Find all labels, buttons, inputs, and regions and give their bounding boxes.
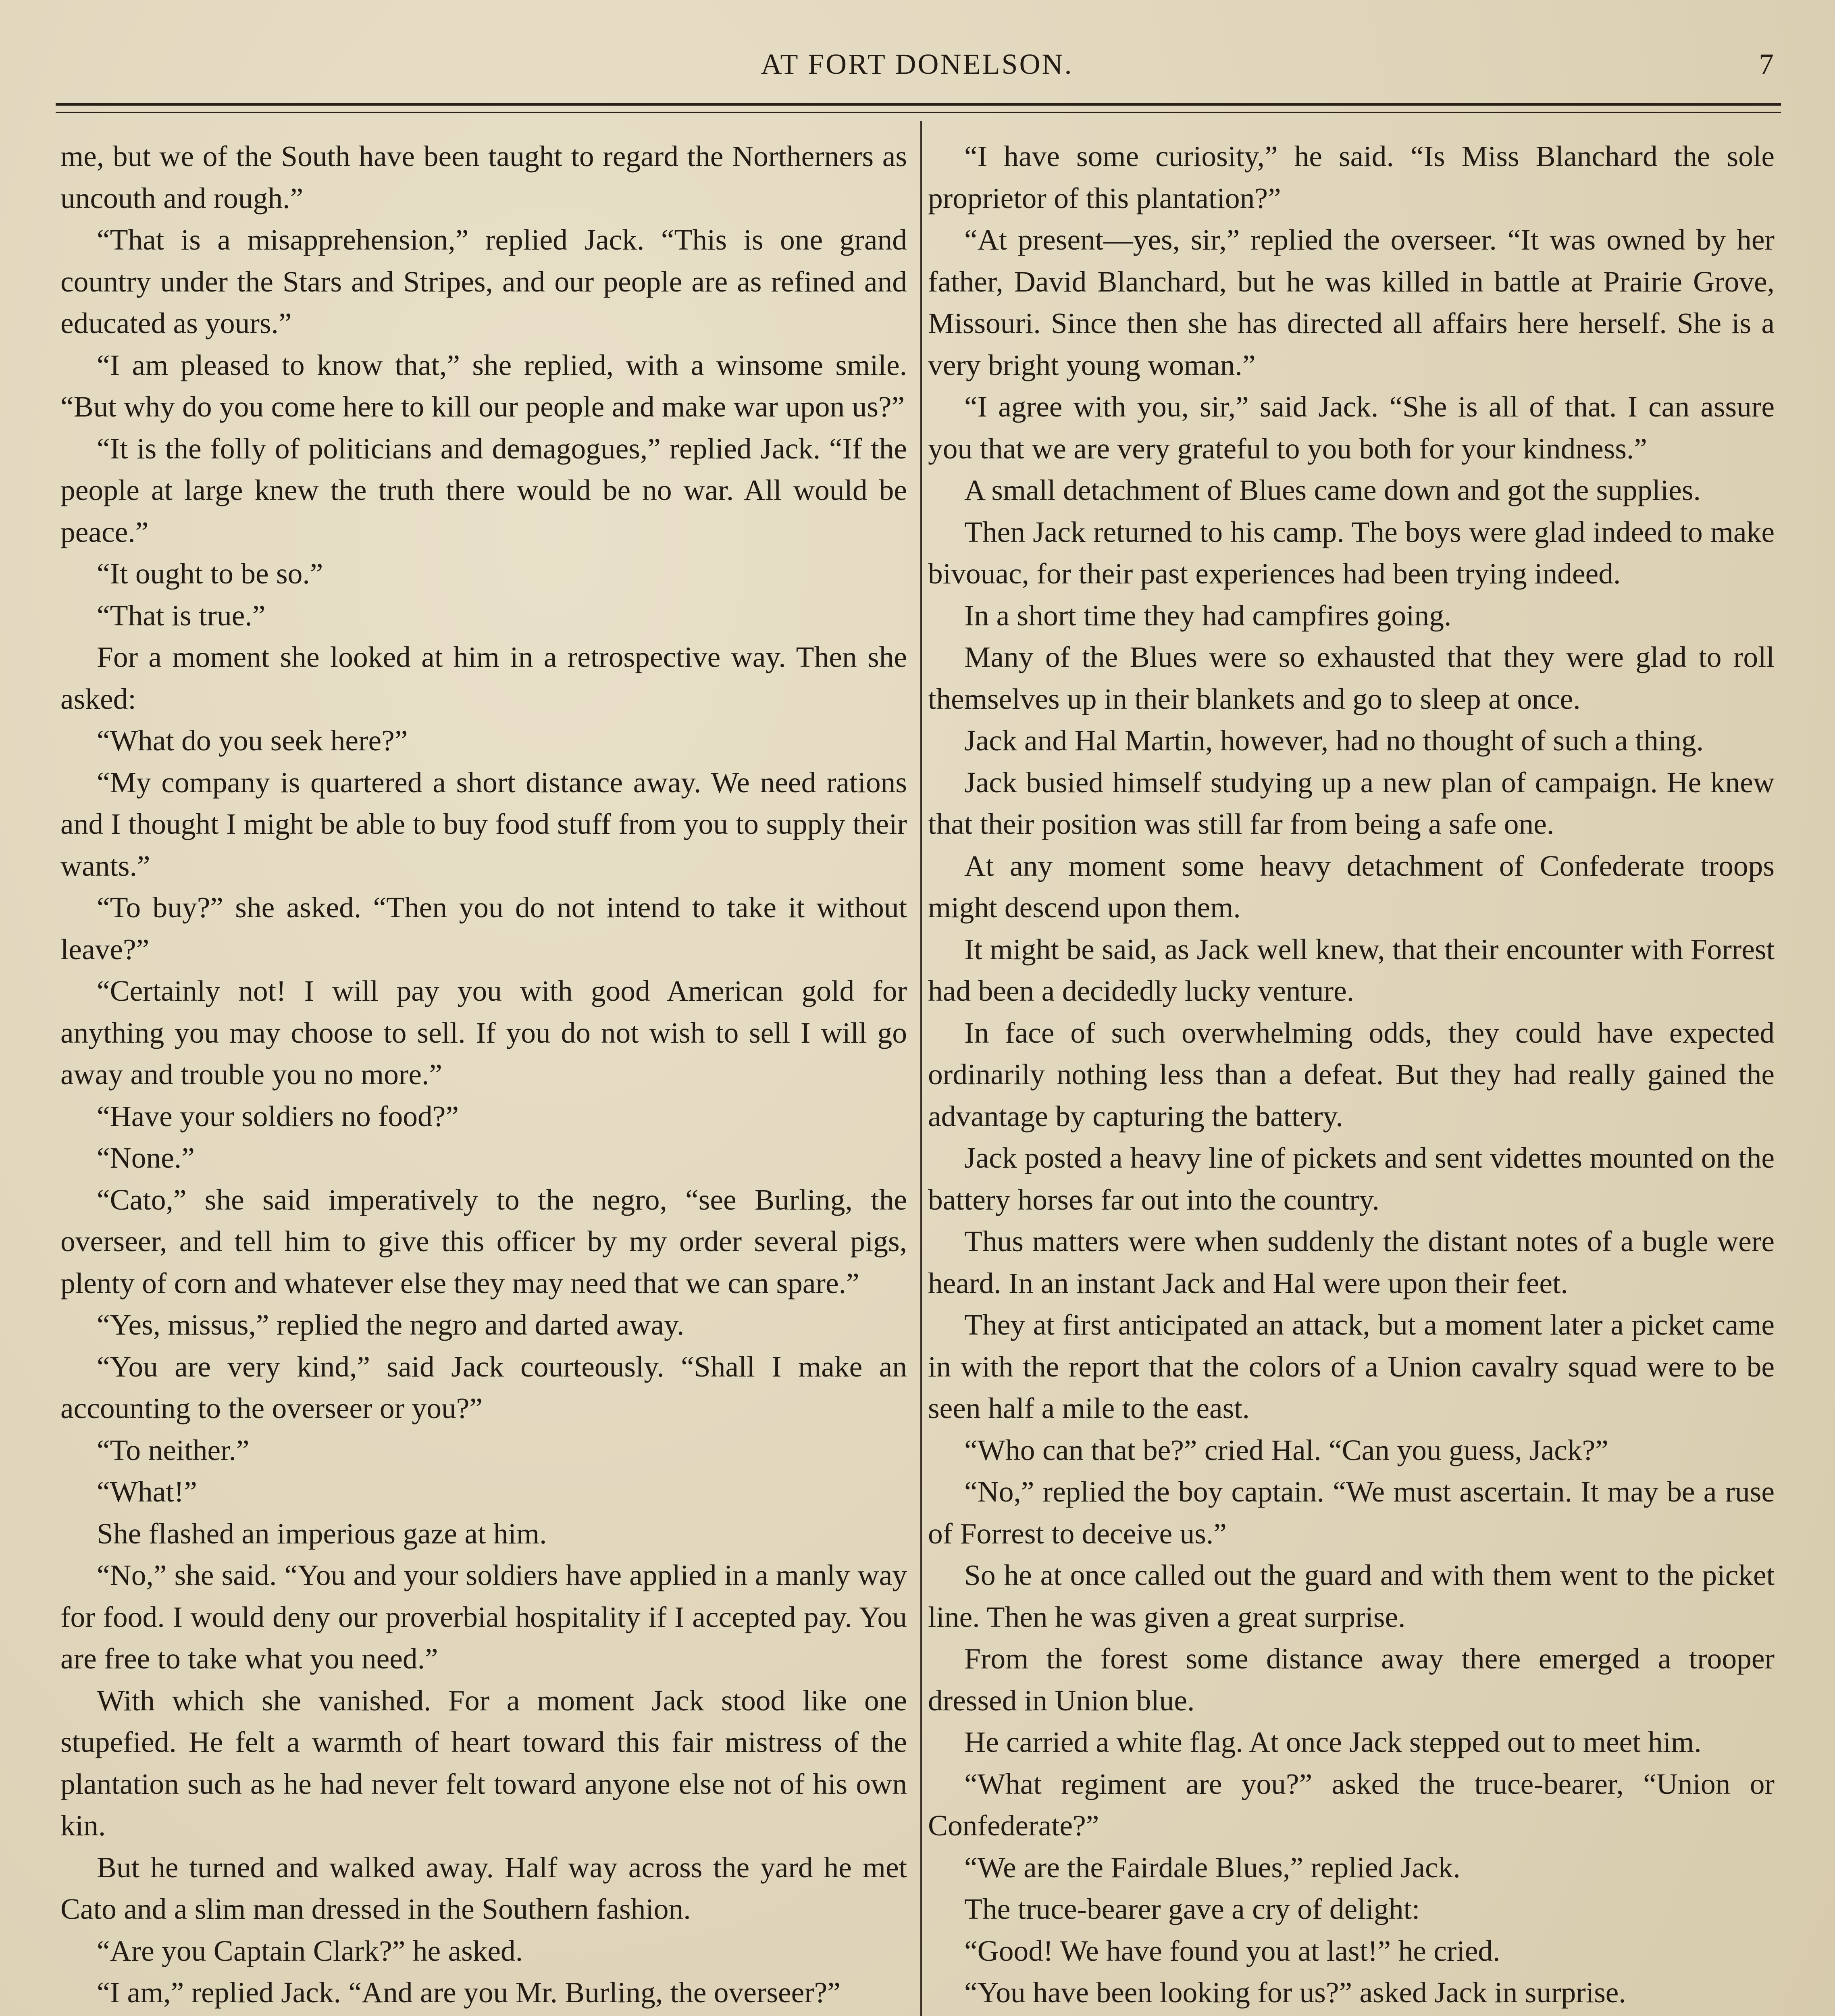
paragraph: He carried a white flag. At once Jack stepped out to meet him. [964,1726,1702,1758]
running-head [60,48,1774,92]
paragraph: “I am,” replied Jack. “And are you Mr. Burling, the overseer?” [97,1976,841,2009]
right-text-column [928,135,1775,2016]
paragraph: “At present—yes, sir,” replied the overseer. “It was owned by her father, David Blanchard, but he was killed in battle at Prairie Grove, Missouri. Since then she has directed all affairs here herself. She is a very bright young woman.” [928,223,1775,381]
left-text-column [60,135,907,2016]
paragraph: “Cato,” she said imperatively to the negro, “see Burling, the overseer, and tell him to give this officer by my order several pigs, plenty of corn and whatever else they may need that we can spare.” [60,1183,907,1300]
paragraph: Jack busied himself studying up a new plan of campaign. He knew that their position was still far from being a safe one. [928,766,1775,840]
header-rule-thin [56,112,1781,113]
paragraph: me, but we of the South have been taught to regard the Northerners as uncouth and rough.” [60,140,907,215]
paragraph: “You have been looking for us?” asked Jack in surprise. [964,1976,1626,2009]
paragraph: With which she vanished. For a moment Jack stood like one stupefied. He felt a warmth of heart toward this fair mistress of the plantation such as he had never felt toward anyone else not of his own kin. [60,1684,907,1842]
paragraph: So he at once called out the guard and with them went to the picket line. Then he was given a great surprise. [928,1559,1775,1633]
paragraph: In face of such overwhelming odds, they could have expected ordinarily nothing less than a defeat. But they had really gained the advantage by capturing the battery. [928,1016,1775,1133]
paragraph: In a short time they had campfires going. [964,599,1452,632]
paragraph: The truce-bearer gave a cry of delight: [964,1893,1420,1925]
paragraph [928,2014,1775,2016]
paragraph: But he turned and walked away. Half way across the yard he met Cato and a slim man dressed in the Southern fashion. [60,1851,907,1925]
paragraph: She flashed an imperious gaze at him. [97,1517,547,1550]
paragraph: They at first anticipated an attack, but a moment later a picket came in with the report that the colors of a Union cavalry squad were to be seen half a mile to the east. [928,1308,1775,1425]
paragraph: Thus matters were when suddenly the distant notes of a bugle were heard. In an instant Jack and Hal were upon their feet. [928,1225,1775,1300]
paragraph: “It is the folly of politicians and demagogues,” replied Jack. “If the people at large knew the truth there would be no war. All would be peace.” [60,432,907,548]
paragraph: “What!” [97,1475,197,1508]
paragraph: “Are you Captain Clark?” he asked. [97,1934,523,1967]
paragraph: For a moment she looked at him in a retrospective way. Then she asked: [60,641,907,715]
paragraph: Many of the Blues were so exhausted that they were glad to roll themselves up in their blankets and go to sleep at once. [928,641,1775,715]
paragraph: “That is true.” [97,599,266,632]
paragraph: “What do you seek here?” [97,724,408,757]
paragraph: Jack and Hal Martin, however, had no thought of such a thing. [964,724,1704,757]
page-number: 7 [1759,48,1774,81]
paragraph: A small detachment of Blues came down and got the supplies. [964,474,1701,506]
paragraph: “That is a misapprehension,” replied Jack. “This is one grand country under the Stars and Stripes, and our people are as refined and educated as yours.” [60,223,907,339]
paragraph: “My company is quartered a short distance away. We need rations and I thought I might be able to buy food stuff from you to supply their wants.” [60,766,907,882]
paragraph: “Yes, missus,” replied the negro and darted away. [97,1308,684,1341]
paragraph: At any moment some heavy detachment of Confederate troops might descend upon them. [928,849,1775,924]
paragraph: “What regiment are you?” asked the truce-bearer, “Union or Confederate?” [928,1767,1775,1842]
paragraph: Jack posted a heavy line of pickets and sent videttes mounted on the battery horses far out into the country. [928,1141,1775,1216]
paragraph: “None.” [97,1141,195,1174]
paragraph: “To neither.” [97,1433,250,1466]
paragraph: From the forest some distance away there emerged a trooper dressed in Union blue. [928,1642,1775,1717]
paragraph: “You are very kind,” said Jack courteously. “Shall I make an accounting to the overseer or you?” [60,1350,907,1425]
paragraph: “No,” replied the boy captain. “We must ascertain. It may be a ruse of Forrest to deceive us.” [928,1475,1775,1550]
paragraph: Then Jack returned to his camp. The boys were glad indeed to make bivouac, for their past experiences had been trying indeed. [928,515,1775,590]
paragraph: “Certainly not! I will pay you with good American gold for anything you may choose to sell. If you do not wish to sell I will go away and trouble you no more.” [60,975,907,1091]
paragraph: “No,” she said. “You and your soldiers have applied in a manly way for food. I would deny our proverbial hospitality if I accepted pay. You are free to take what you need.” [60,1559,907,1675]
paragraph: “Good! We have found you at last!” he cried. [964,1934,1500,1967]
column-divider [920,121,922,2016]
paragraph [60,2014,907,2016]
paragraph: “Have your soldiers no food?” [97,1100,459,1133]
running-title: AT FORT DONELSON. [761,48,1074,80]
paragraph: It might be said, as Jack well knew, that their encounter with Forrest had been a decidedly lucky venture. [928,933,1775,1007]
paragraph: “I am pleased to know that,” she replied, with a winsome smile. “But why do you come here to kill our people and make war upon us?” [60,348,907,423]
paragraph: “I agree with you, sir,” said Jack. “She is all of that. I can assure you that we are very grateful to you both for your kindness.” [928,390,1775,465]
paragraph: “To buy?” she asked. “Then you do not intend to take it without leave?” [60,891,907,966]
paragraph: “I have some curiosity,” he said. “Is Miss Blanchard the sole proprietor of this plantation?” [928,140,1775,215]
header-rule [56,103,1781,106]
paragraph: “We are the Fairdale Blues,” replied Jack. [964,1851,1461,1884]
paragraph: “Who can that be?” cried Hal. “Can you guess, Jack?” [964,1433,1608,1466]
paragraph: “It ought to be so.” [97,557,323,590]
